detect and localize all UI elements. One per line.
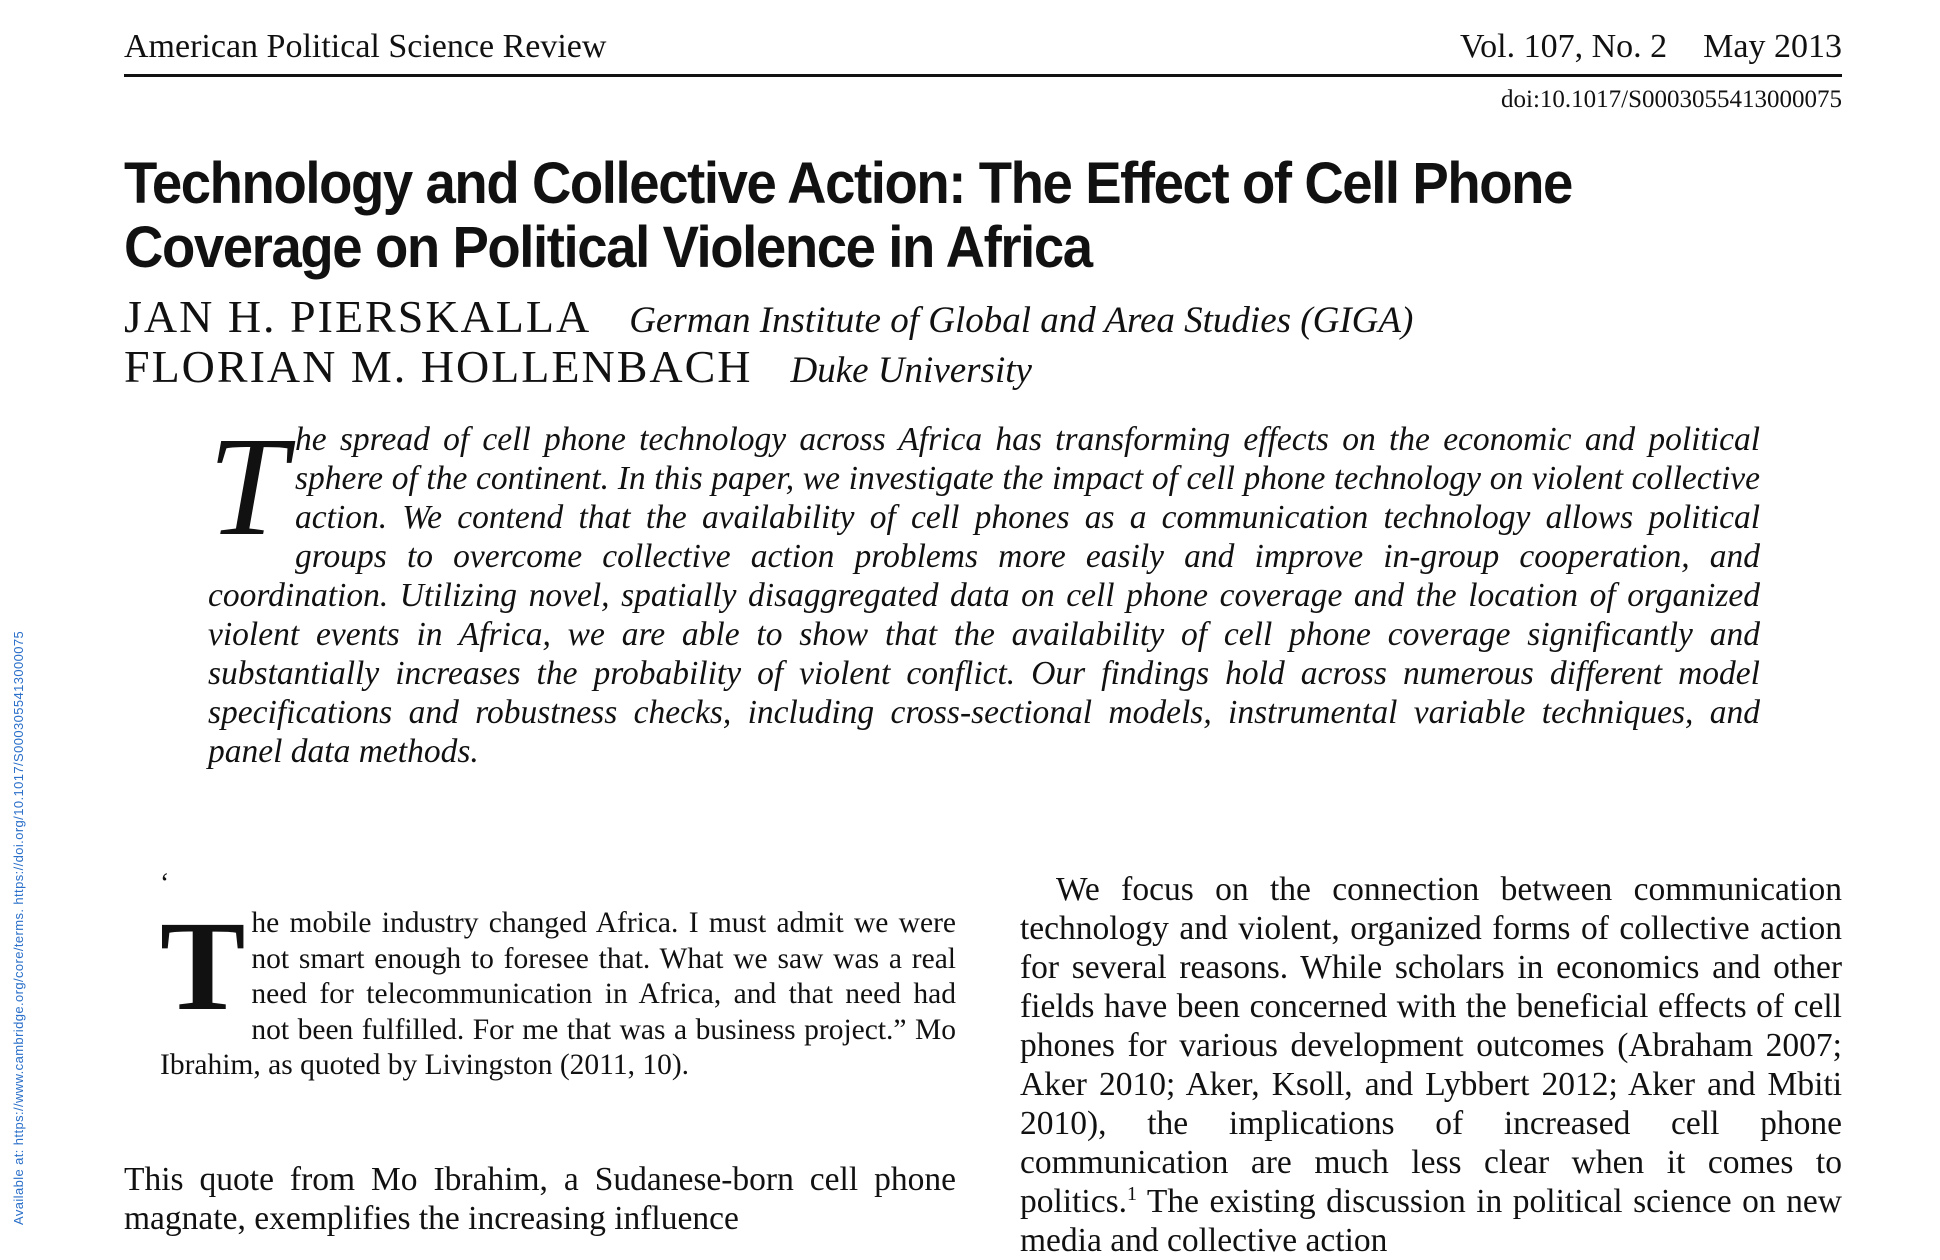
side-margin-strip — [0, 250, 26, 1230]
abstract-text: he spread of cell phone technology across Africa has transforming effects on the economic and political sphere of the continent. In this paper, we investigate the impact of cell phone technology on violent collective action. We contend that the availability of cell phones as a communication technology allows political groups to overcome collective action problems more easily and improve in-group cooperation, and coordination. Utilizing novel, spatially disaggregated data on cell phone coverage and the location of organized violent events in Africa, we are able to show that the availability of cell phone coverage significantly and substantially increases the probability of violent conflict. Our findings hold across numerous different model specifications and robustness checks, including cross-sectional models, instrumental variable techniques, and panel data methods. — [208, 421, 1760, 770]
author-name: JAN H. PIERSKALLA — [124, 291, 592, 342]
author-row — [124, 340, 1842, 390]
author-block — [124, 290, 1842, 390]
journal-name: American Political Science Review — [124, 28, 607, 65]
epigraph-block — [160, 870, 956, 1084]
abstract-dropcap: T — [208, 407, 287, 565]
epigraph-dropcap: T — [160, 895, 246, 1037]
author-row — [124, 290, 1842, 340]
issue-date: May 2013 — [1703, 28, 1842, 65]
volume-issue: Vol. 107, No. 2 — [1460, 28, 1668, 65]
body-paragraph-right — [1020, 870, 1842, 1260]
body-right-text-continued: The existing discussion in political science on new media and collective action — [1020, 1183, 1842, 1259]
abstract — [208, 407, 1760, 771]
side-margin-text: Available at: https://www.cambridge.org/core/terms. https://doi.org/10.1017/S0003055413000075 — [11, 630, 26, 1225]
author-affiliation: Duke University — [790, 350, 1032, 391]
running-header — [124, 26, 1842, 77]
footnote-marker[interactable]: 1 — [1127, 1182, 1138, 1205]
issue-info — [1460, 28, 1842, 66]
epigraph — [160, 895, 956, 1084]
article-title: Technology and Collective Action: The Effect of Cell Phone Coverage on Political Violence in Africa — [124, 151, 1572, 280]
epigraph-open-quote: ‘ — [160, 868, 170, 899]
doi-link[interactable]: doi:10.1017/S0003055413000075 — [1501, 86, 1842, 113]
author-affiliation: German Institute of Global and Area Studies (GIGA) — [629, 300, 1414, 341]
author-name: FLORIAN M. HOLLENBACH — [124, 341, 753, 392]
body-right-text: We focus on the connection between communication technology and violent, organized forms of collective action for several reasons. While scholars in economics and other fields have been concerned with the beneficial effects of cell phones for various development outcomes (Abraham 2007; Aker 2010; Aker, Ksoll, and Lybbert 2012; Aker and Mbiti 2010), the implications of increased cell phone communication are much less clear when it comes to politics. — [1020, 871, 1842, 1220]
epigraph-text: he mobile industry changed Africa. I must admit we were not smart enough to foresee that. What we saw was a real need for telecommunication in Africa, and that need had not been fulfilled. For me that was a business project.” Mo Ibrahim, as quoted by Livingston (2011, 10). — [160, 907, 956, 1081]
body-paragraph-left: This quote from Mo Ibrahim, a Sudanese-born cell phone magnate, exemplifies the increasing influence — [124, 1161, 956, 1237]
